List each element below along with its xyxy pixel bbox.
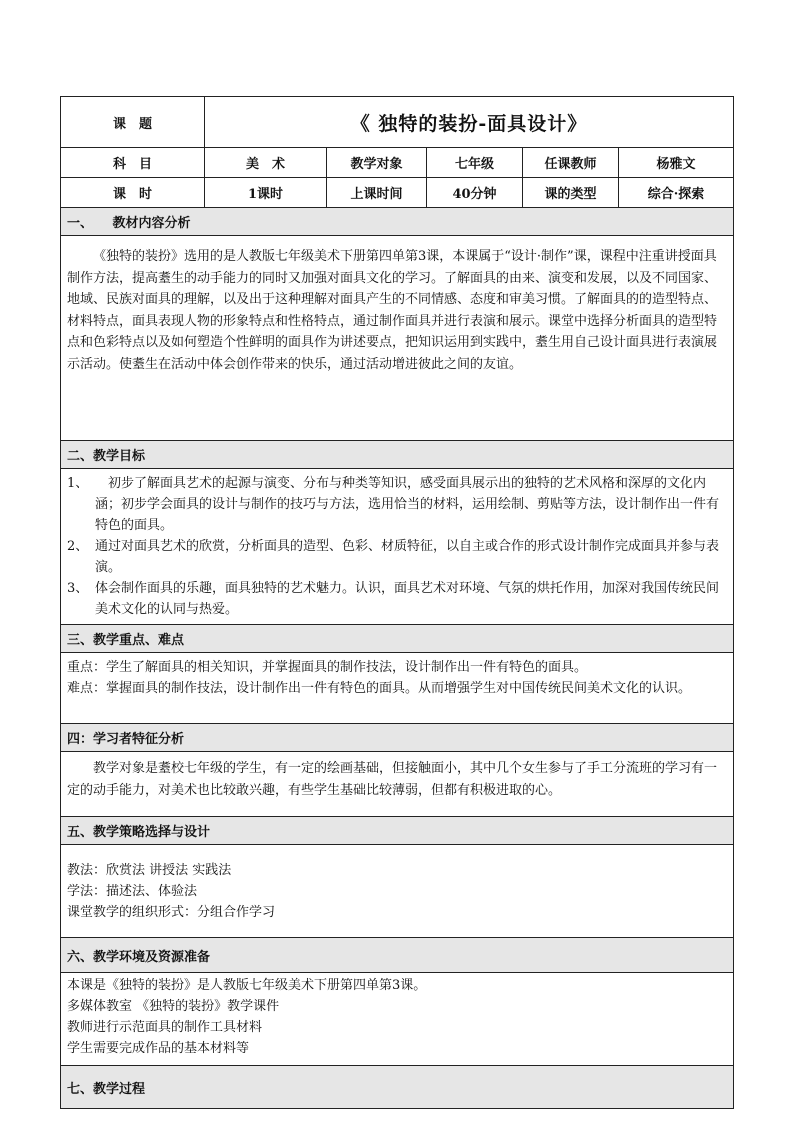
strategy-line: 课堂教学的组织形式：分组合作学习 [67,904,276,920]
section-4-body [61,752,734,817]
resource-line: 学生需要完成作品的基本材料等 [67,1041,250,1056]
goal-text: 通过对面具艺术的欣赏，分析面具的造型、色彩、材质特征，以自主或合作的形式设计制作完成面具并参与表演。 [95,539,720,575]
goals-cell [61,469,734,625]
goal-item [67,473,727,536]
lesson-title: 《 独特的装扮-面具设计》 [205,97,734,148]
section-5-body [61,845,734,938]
subject-value: 美 术 [205,148,327,178]
lesson-plan-table [60,96,734,1109]
resources-cell [61,973,734,1066]
section-3-header [61,625,734,653]
section-1-body [61,236,734,441]
section-4-header [61,724,734,752]
section-2-body [61,469,734,625]
audience-value: 七年级 [427,148,523,178]
goal-item [67,536,727,578]
type-label: 课的类型 [523,178,619,208]
duration-value: 40分钟 [427,178,523,208]
teacher-label: 任课教师 [523,148,619,178]
goals-list [67,473,727,620]
title-row [61,97,734,148]
hours-value: 1课时 [205,178,327,208]
subject-label: 科 目 [61,148,205,178]
section-5-header [61,817,734,845]
section-4-text: 教学对象是耋校七年级的学生，有一定的绘画基础，但接触面小，其中几个女生参与了手工分流班的学习有一定的动手能力，对美术也比较敢兴趣，有些学生基础比较薄弱，但都有积极进取的心。 [61,752,734,817]
section-5-title: 五、教学策略选择与设计 [61,817,734,845]
strategy-line: 学法：描述法、体验法 [67,883,198,899]
key-point-text: 重点：学生了解面具的相关知识，并掌握面具的制作技法，设计制作出一件有特色的面具。 [67,660,588,675]
strategy-cell [61,845,734,938]
goal-number: 3、 [67,581,89,596]
section-6-header [61,938,734,973]
duration-label: 上课时间 [327,178,427,208]
section-7-header [61,1066,734,1109]
section-3-title: 三、教学重点、难点 [61,625,734,653]
section-2-header [61,441,734,469]
difficulty-text: 难点：掌握面具的制作技法，设计制作出一件有特色的面具。从而增强学生对中国传统民间美术文化的认识。 [67,681,692,696]
goal-number: 1、 [67,476,89,491]
section-1-header [61,208,734,236]
hours-row [61,178,734,208]
section-6-body [61,973,734,1066]
strategy-line: 教法：欣赏法 讲授法 实践法 [67,862,232,878]
resource-line: 教师进行示范面具的制作工具材料 [67,1020,263,1035]
resource-line: 本课是《独特的装扮》是人教版七年级美术下册第四单第3课。 [67,978,427,993]
resource-line: 多媒体教室 《独特的装扮》教学课件 [67,999,280,1014]
goal-text: 体会制作面具的乐趣，面具独特的艺术魅力。认识，面具艺术对环境、气氛的烘托作用，加深对我国传统民间美术文化的认同与热爱。 [95,581,720,617]
lesson-plan-sheet [60,96,733,1109]
title-label: 课 题 [61,97,205,148]
section-7-title: 七、教学过程 [61,1066,734,1109]
goal-text: 初步了解面具艺术的起源与演变、分布与种类等知识，感受面具展示出的独特的艺术风格和深厚的文化内涵；初步学会面具的设计与制作的技巧与方法，选用恰当的材料，运用绘制、剪贴等方法，设计制作出一件有特色的面具。 [95,476,720,533]
key-points-cell [61,653,734,724]
type-value: 综合·探索 [619,178,734,208]
section-6-title: 六、教学环境及资源准备 [61,938,734,973]
goal-number: 2、 [67,539,89,554]
subject-row [61,148,734,178]
audience-label: 教学对象 [327,148,427,178]
section-1-text: 《独特的装扮》选用的是人教版七年级美术下册第四单第3课，本课属于“设计·制作”课，课程中注重讲授面具制作方法，提高耋生的动手能力的同时又加强对面具文化的学习。了解面具的由来、演变和发展，以及不同国家、地域、民族对面具的理解，以及出于这种理解对面具产生的不同情感、态度和审美习惯。了解面具的的造型特点、材料特点，面具表现人物的形象特点和性格特点，通过制作面具并进行表演和展示。课堂中选择分析面具的造型特点和色彩特点以及如何塑造个性鲜明的面具作为讲述要点，把知识运用到实践中，耋生用自己设计面具进行表演展示活动。使耋生在活动中体会创作带来的快乐，通过活动增进彼此之间的友谊。 [61,236,734,441]
teacher-value: 杨雅文 [619,148,734,178]
section-2-title: 二、教学目标 [61,441,734,469]
hours-label: 课 时 [61,178,205,208]
section-4-title: 四：学习者特征分析 [61,724,734,752]
section-1-title: 一、 教材内容分析 [61,208,734,236]
section-3-body [61,653,734,724]
goal-item [67,578,727,620]
